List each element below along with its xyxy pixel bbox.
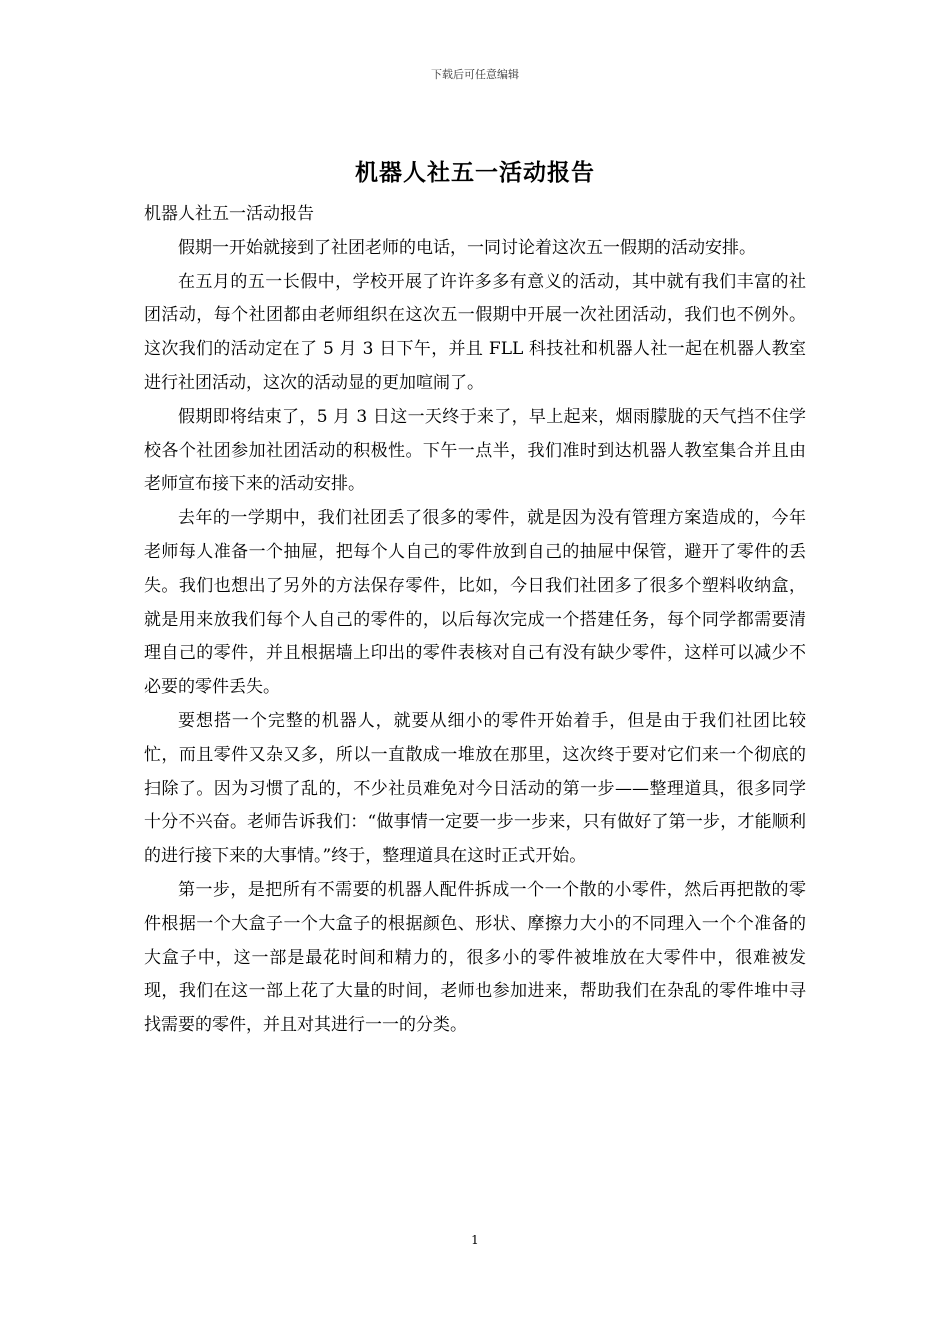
paragraph: 要想搭一个完整的机器人，就要从细小的零件开始着手，但是由于我们社团比较忙，而且零件又杂又多，所以一直散成一堆放在那里，这次终于要对它们来一个彻底的扫除了。因为习惯了乱的，不少社员难免对今日活动的第一步——整理道具，很多同学十分不兴奋。老师告诉我们：“做事情一定要一步一步来，只有做好了第一步，才能顺利的进行接下来的大事情。”终于，整理道具在这时正式开始。 [144,710,806,867]
page-number: 1 [471,1233,479,1247]
paragraph: 在五月的五一长假中，学校开展了许许多多有意义的活动，其中就有我们丰富的社团活动，每个社团都由老师组织在这次五一假期中开展一次社团活动，我们也不例外。这次我们的活动定在了 5 月 3 日下午，并且 FLL 科技社和机器人社一起在机器人教室进行社团活动，这次的活动显的更加喧闹了。 [144,271,806,393]
paragraph: 第一步，是把所有不需要的机器人配件拆成一个一个散的小零件，然后再把散的零件根据一个大盒子一个大盒子的根据颜色、形状、摩擦力大小的不同理入一个个准备的大盒子中，这一部是最花时间和精力的，很多小的零件被堆放在大零件中，很难被发现，我们在这一部上花了大量的时间，老师也参加进来，帮助我们在杂乱的零件堆中寻找需要的零件，并且对其进行一一的分类。 [144,879,806,1036]
paragraph: 假期即将结束了，5 月 3 日这一天终于来了，早上起来，烟雨朦胧的天气挡不住学校各个社团参加社团活动的积极性。下午一点半，我们准时到达机器人教室集合并且由老师宣布接下来的活动安排。 [144,406,806,495]
header-note: 下载后可任意编辑 [431,68,519,81]
document-body [144,198,806,1043]
document-subtitle: 机器人社五一活动报告 [144,204,314,224]
document-title: 机器人社五一活动报告 [355,159,595,186]
paragraph: 假期一开始就接到了社团老师的电话，一同讨论着这次五一假期的活动安排。 [178,237,756,258]
paragraph: 去年的一学期中，我们社团丢了很多的零件，就是因为没有管理方案造成的，今年老师每人准备一个抽屉，把每个人自己的零件放到自己的抽屉中保管，避开了零件的丢失。我们也想出了另外的方法保存零件，比如，今日我们社团多了很多个塑料收纳盒，就是用来放我们每个人自己的零件的，以后每次完成一个搭建任务，每个同学都需要清理自己的零件，并且根据墙上印出的零件表核对自己有没有缺少零件，这样可以减少不必要的零件丢失。 [144,508,806,698]
